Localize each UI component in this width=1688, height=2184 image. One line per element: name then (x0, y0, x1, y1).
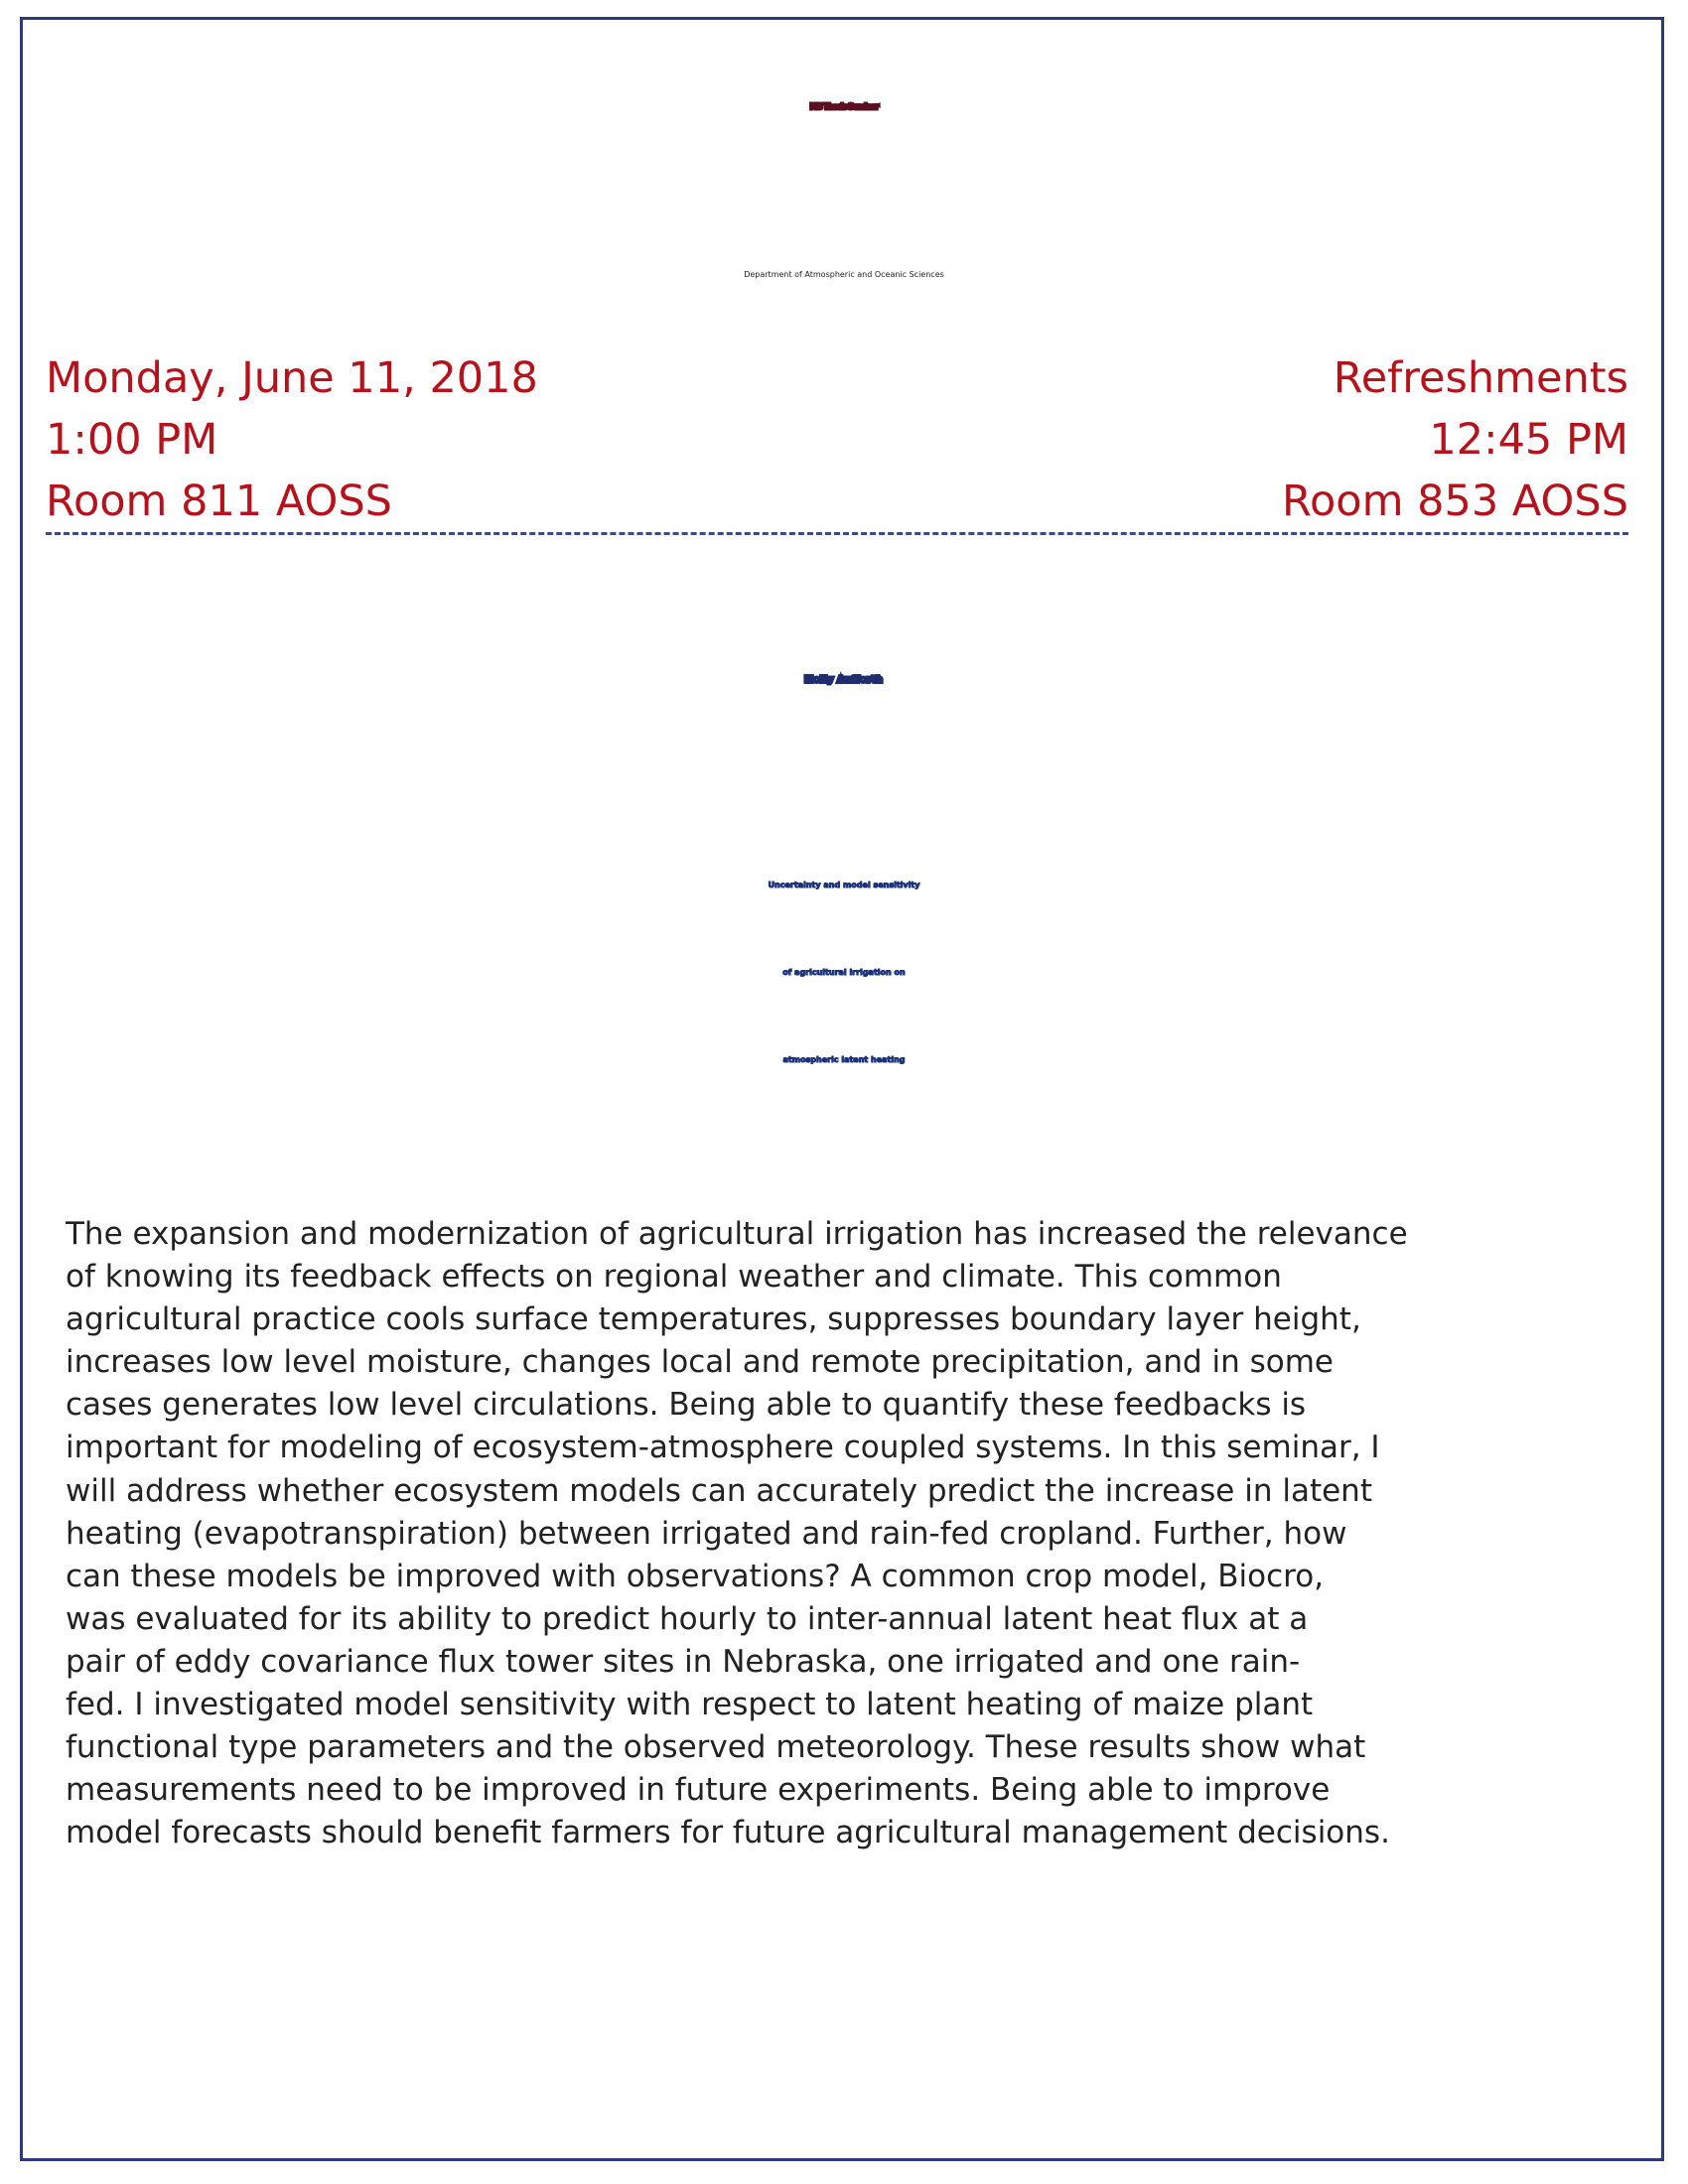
abstract-line: increases low level moisture, changes local and remote precipitation, and in some (66, 1344, 1335, 1381)
refreshments-label: Refreshments (1333, 353, 1628, 403)
abstract-line: agricultural practice cools surface temperatures, suppresses boundary layer height, (66, 1301, 1361, 1338)
talk-title-line: Uncertainty and model sensitivity (768, 881, 920, 889)
talk-title-line: of agricultural irrigation on (782, 968, 906, 977)
abstract-line: model forecasts should benefit farmers for future agricultural management decisions. (66, 1815, 1390, 1851)
section-divider (46, 532, 1628, 535)
abstract-line: The expansion and modernization of agricultural irrigation has increased the relevance (66, 1216, 1408, 1252)
event-room: Room 811 AOSS (46, 477, 392, 526)
talk-title-line: atmospheric latent heating (782, 1055, 906, 1064)
refreshments-details (1282, 347, 1628, 532)
seminar-title: MS Thesis Seminar (809, 102, 879, 111)
event-time: 1:00 PM (46, 415, 218, 465)
abstract-line: cases generates low level circulations. Being able to quantify these feedbacks is (66, 1387, 1307, 1424)
event-details (46, 347, 538, 532)
event-date: Monday, June 11, 2018 (46, 353, 538, 403)
abstract-line: functional type parameters and the observed meteorology. These results show what (66, 1729, 1366, 1766)
abstract-line: measurements need to be improved in future experiments. Being able to improve (66, 1772, 1331, 1809)
department-name: Department of Atmospheric and Oceanic Sciences (744, 270, 944, 279)
abstract-line: pair of eddy covariance flux tower sites in Nebraska, one irrigated and one rain- (66, 1643, 1301, 1680)
talk-title (0, 842, 1688, 1104)
speaker-name: Molly Aufforth (804, 675, 884, 684)
abstract-line: of knowing its feedback effects on regional weather and climate. This common (66, 1259, 1282, 1296)
abstract-line: heating (evapotranspiration) between irrigated and rain-fed cropland. Further, how (66, 1515, 1347, 1552)
refreshments-room: Room 853 AOSS (1282, 477, 1628, 526)
abstract-line: can these models be improved with observations? A common crop model, Biocro, (66, 1558, 1325, 1594)
abstract-line: fed. I investigated model sensitivity with respect to latent heating of maize plant (66, 1687, 1314, 1723)
abstract-line: was evaluated for its ability to predict hourly to inter-annual latent heat flux at a (66, 1600, 1309, 1637)
abstract (66, 1213, 1408, 1854)
abstract-line: will address whether ecosystem models can accurately predict the increase in latent (66, 1472, 1372, 1509)
refreshments-time: 12:45 PM (1429, 415, 1628, 465)
abstract-line: important for modeling of ecosystem-atmosphere coupled systems. In this seminar, I (66, 1430, 1380, 1466)
